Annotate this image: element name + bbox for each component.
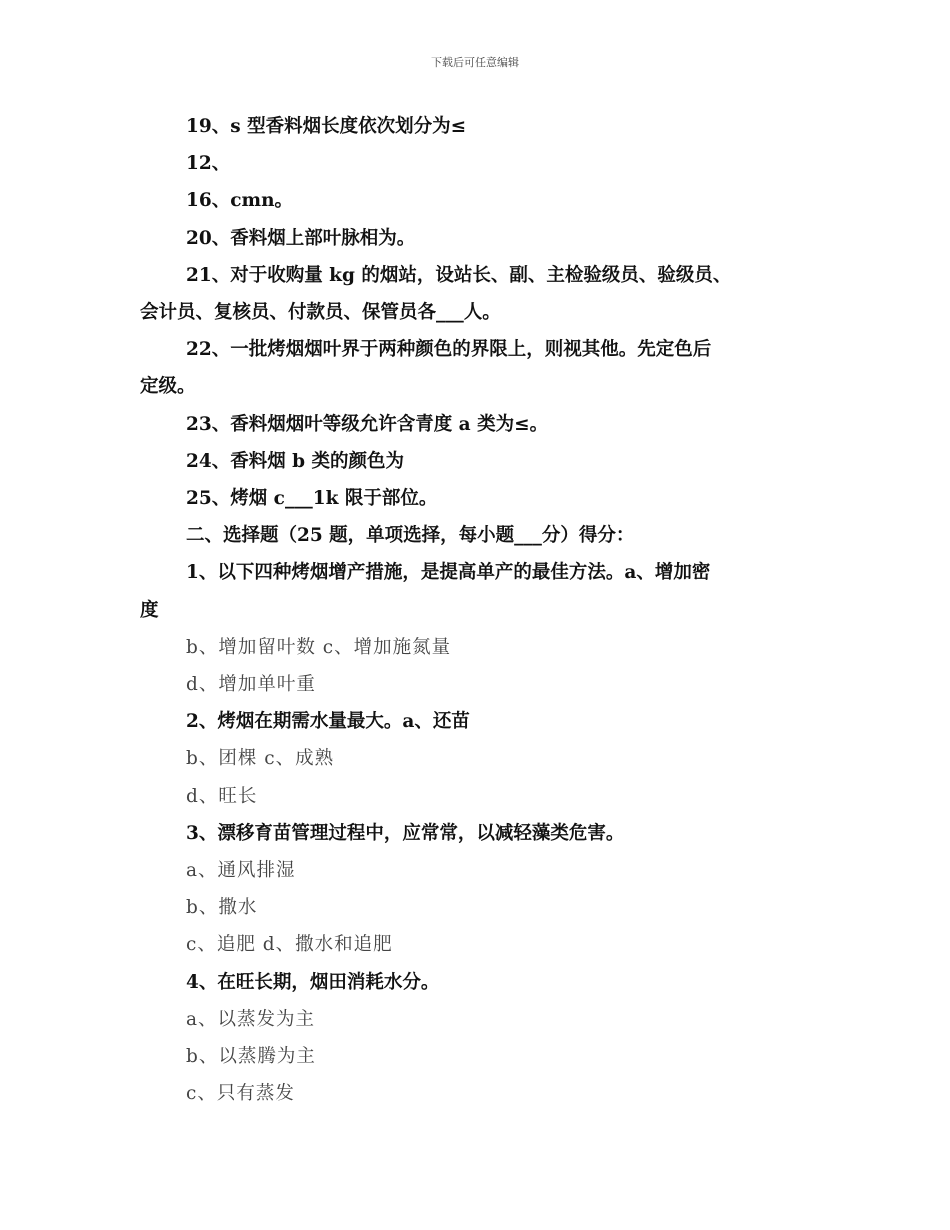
question-23: 23、香料烟烟叶等级允许含青度 a 类为≤。 — [186, 413, 549, 435]
option-line: c、只有蒸发 — [186, 1083, 295, 1105]
option-line: a、以蒸发为主 — [186, 1008, 316, 1030]
option-line: b、增加留叶数 c、增加施氮量 — [186, 636, 452, 658]
option-line: d、增加单叶重 — [186, 674, 316, 696]
option-line: a、通风排湿 — [186, 860, 296, 882]
mc-question-3: 3、漂移育苗管理过程中，应常常，以减轻藻类危害。 — [186, 822, 625, 844]
option-line: b、以蒸腾为主 — [186, 1046, 316, 1068]
question-25: 25、烤烟 c___1k 限于部位。 — [186, 488, 438, 510]
question-22-continued: 定级。 — [140, 376, 196, 398]
option-line: b、撒水 — [186, 897, 258, 919]
mc-question-1-continued: 度 — [140, 599, 159, 621]
text-line: 12、 — [186, 153, 231, 175]
mc-question-2: 2、烤烟在期需水量最大。a、还苗 — [186, 711, 470, 733]
option-line: d、旺长 — [186, 785, 258, 807]
question-19: 19、s 型香料烟长度依次划分为≤ — [186, 116, 467, 137]
page-header: 下载后可任意编辑 — [431, 56, 519, 69]
question-20: 20、香料烟上部叶脉相为。 — [186, 227, 416, 249]
option-line: b、团棵 c、成熟 — [186, 748, 335, 770]
question-24: 24、香料烟 b 类的颜色为 — [186, 450, 405, 472]
option-line: c、追肥 d、撒水和追肥 — [186, 934, 393, 956]
mc-question-1: 1、以下四种烤烟增产措施，是提高单产的最佳方法。a、增加密 — [186, 562, 711, 584]
question-21: 21、对于收购量 kg 的烟站，设站长、副、主检验级员、验级员、 — [186, 264, 732, 286]
question-21-continued: 会计员、复核员、付款员、保管员各___人。 — [140, 302, 501, 324]
text-line: 16、cmn。 — [186, 190, 294, 212]
question-22: 22、一批烤烟烟叶界于两种颜色的界限上，则视其他。先定色后 — [186, 339, 712, 361]
section-heading-multiple-choice: 二、选择题（25 题，单项选择，每小题___分）得分： — [186, 525, 635, 547]
mc-question-4: 4、在旺长期，烟田消耗水分。 — [186, 971, 440, 993]
document-body — [140, 108, 815, 1112]
